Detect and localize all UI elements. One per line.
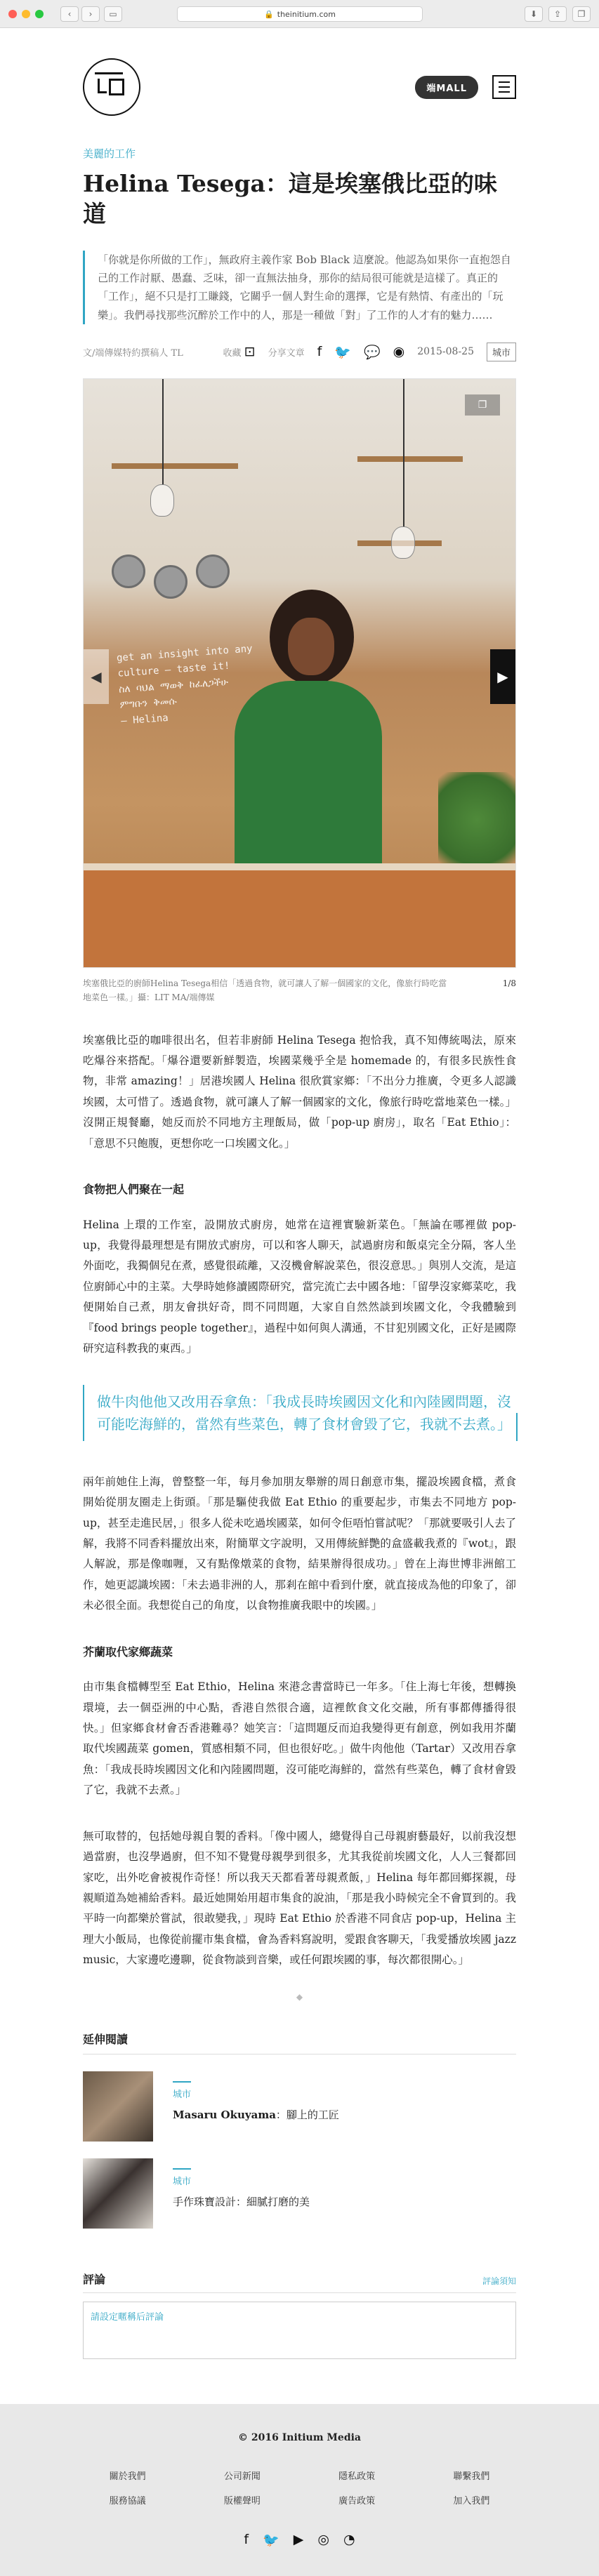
byline: 文/端傳媒特約撰稿人 TL	[83, 347, 183, 359]
youtube-icon[interactable]: ▶	[293, 2531, 304, 2547]
mall-button[interactable]: 端MALL	[415, 76, 478, 99]
related-info	[173, 2158, 310, 2229]
end-mark-icon: ◆	[296, 1991, 303, 2002]
twitter-icon[interactable]: 🐦	[334, 344, 351, 360]
hamburger-icon[interactable]	[492, 75, 516, 99]
footer-link-ads[interactable]: 廣告政策	[338, 2495, 376, 2507]
footer-link-about[interactable]: 關於我們	[109, 2471, 146, 2482]
article-title: Helina Tesega：這是埃塞俄比亞的味道	[83, 170, 497, 227]
pan-decor	[196, 555, 230, 588]
article-meta	[83, 343, 516, 361]
related-title-link[interactable]	[173, 2194, 310, 2209]
next-slide-button[interactable]: ▶	[490, 649, 515, 704]
quote-line: ምግቡን ቅመሱ	[119, 696, 178, 711]
address-bar[interactable]	[177, 6, 423, 22]
zoom-window-button[interactable]	[35, 10, 44, 18]
article-kicker[interactable]: 美麗的工作	[83, 147, 136, 160]
caption-line: 埃塞俄比亞的廚師Helina Tesega相信「透過食物，就可讓人了解一個國家的文化，像旅行時吃當	[83, 978, 447, 988]
footer-links	[70, 2469, 529, 2507]
related-info	[173, 2071, 339, 2142]
photo-caption	[83, 976, 516, 1005]
footer-link-copyright[interactable]: 版權聲明	[223, 2495, 261, 2507]
lamp-bulb	[391, 526, 415, 559]
article-date: 2015-08-25	[417, 346, 474, 358]
comments-title: 評論	[83, 2272, 106, 2286]
pan-decor	[154, 565, 187, 599]
footer-link-news[interactable]: 公司新聞	[223, 2471, 261, 2482]
footer-link-terms[interactable]: 服務協議	[109, 2495, 146, 2507]
sidebar-icon[interactable]: ▭	[104, 6, 122, 22]
pull-quote: 做牛肉他他又改用吞拿魚：「我成長時埃國因文化和內陸國問題，沒可能吃海鮮的，當然有些菜色，轉了食材會毀了它，我就不去煮。」	[83, 1385, 516, 1441]
forward-icon[interactable]: ›	[81, 6, 100, 22]
window-controls	[8, 10, 44, 18]
lock-icon: 🔒	[264, 9, 274, 19]
quote-line: ስለ ባህል ማወቅ ከፈለጋችሁ	[118, 676, 229, 696]
article-sheet	[0, 28, 599, 2404]
photo-carousel[interactable]	[83, 378, 516, 968]
quote-line: culture — taste it!	[117, 660, 230, 679]
subheading: 芥蘭取代家鄉蔬菜	[83, 1645, 173, 1659]
download-icon[interactable]: ⬇	[525, 6, 543, 22]
quote-line: get an insight into any	[116, 643, 254, 664]
paragraph: 兩年前她住上海，曾整整一年，每月參加朋友舉辦的周日創意市集，擺設埃國食檔，煮食開始從朋友圈走上街頭。「那是驅使我做 Eat Ethio 的重要起步，市集去不同地方 pop-up，甚至走進民居，」很多人從未吃過埃國菜，如何令佢唔怕嘗試呢？「那就要吸引人去了解，我將不同香料擺放出來，附簡單文字說明，又用傳統鮮艷的盒盛載我煮的『wot』，跟人解說，那是像咖喱，又有點像燉菜的食物，結果辦得很成功。」曾在上海世博非洲館工作，她更認識埃國：「未去過非洲的人，那剎在館中看到什麼，就直接成為他的印象了，卻未必很全面。我想從自己的角度，以食物推廣我眼中的埃國。」	[83, 1475, 516, 1612]
browser-tools	[525, 6, 591, 22]
instagram-icon[interactable]: ◎	[317, 2531, 329, 2547]
tabs-icon[interactable]: ❐	[572, 6, 591, 22]
subheading: 食物把人們聚在一起	[83, 1183, 185, 1197]
rss-icon[interactable]: ◔	[343, 2531, 355, 2547]
footer-social	[70, 2532, 529, 2548]
shelf-decor	[357, 456, 463, 462]
related-title-bold: Masaru Okuyama	[173, 2108, 276, 2121]
site-header	[83, 53, 516, 121]
address-text: theinitium.com	[277, 9, 336, 19]
footer-link-join[interactable]: 加入我們	[453, 2495, 490, 2507]
related-thumbnail[interactable]	[83, 2071, 153, 2142]
article-lead: 「你就是你所做的工作」，無政府主義作家 Bob Black 這麼說。他認為如果你一直抱怨自己的工作討厭、愚蠢、乏味，卻一直無法抽身，那你的結局很可能就是這樣了。真正的「工作」，絕不只是打工賺錢，它關乎一個人對生命的選擇，它是有熱情、有產出的「玩樂」。我們尋找那些沉醉於工作中的人，那是一種做「對」了工作的人才有的魅力……	[83, 251, 516, 324]
counter	[84, 870, 516, 968]
quote-line: — Helina	[120, 712, 169, 726]
footer-link-privacy[interactable]: 隱私政策	[338, 2471, 376, 2482]
paragraph: 由市集食檔轉型至 Eat Ethio，Helina 來港念書當時已一年多。「住上海七年後，想轉換環境，去一個亞洲的中心點，香港自然很合適，這裡飲食文化交融，所有事都傳播得很快。」但家鄉食材會否香港難尋？她笑言：「這問題反而迫我變得更有創意，例如我用芥蘭取代埃國蔬菜 gomen，質感相類不同，但也很好吃。」做牛肉他他（Tartar）又改用吞拿魚：「我成長時埃國因文化和內陸國問題，沒可能吃海鮮的，當然有些菜色，轉了食材會毀了它，我就不去煮。」	[83, 1680, 516, 1797]
back-icon[interactable]: ‹	[60, 6, 79, 22]
copyright: © 2016 Initium Media	[238, 2431, 361, 2443]
page	[0, 28, 599, 2576]
lamp-cord	[162, 379, 164, 484]
lamp-cord	[403, 379, 404, 526]
wechat-icon[interactable]: 💬	[364, 344, 381, 360]
close-window-button[interactable]	[8, 10, 17, 18]
footer-link-contact[interactable]: 聯繫我們	[453, 2471, 490, 2482]
related-item[interactable]	[83, 2158, 516, 2229]
save-label: 收藏	[223, 348, 242, 359]
minimize-window-button[interactable]	[22, 10, 30, 18]
person-face	[288, 618, 334, 675]
comment-input[interactable]	[83, 2302, 516, 2359]
gallery-icon[interactable]: ❐	[465, 394, 500, 416]
twitter-icon[interactable]: 🐦	[263, 2532, 279, 2548]
related-title: 延伸閱讀	[83, 2031, 516, 2054]
site-logo[interactable]	[83, 58, 140, 116]
share-label: 分享文章	[268, 347, 305, 359]
header-actions	[415, 75, 516, 99]
prev-slide-button[interactable]: ◀	[84, 649, 109, 704]
slide-counter: 1/8	[502, 978, 516, 988]
history-nav	[60, 6, 100, 22]
facebook-icon[interactable]: f	[317, 344, 322, 360]
site-footer	[0, 2404, 599, 2576]
related-category[interactable]: 城市	[173, 2168, 191, 2187]
related-item[interactable]	[83, 2071, 516, 2142]
article-body	[83, 1030, 516, 2005]
related-category[interactable]: 城市	[173, 2081, 191, 2100]
weibo-icon[interactable]: ◉	[393, 344, 405, 360]
comments-header	[83, 2271, 516, 2293]
related-title-rest: ：腳上的工匠	[275, 2108, 339, 2121]
logo-mark-icon	[95, 72, 123, 93]
handwritten-quote	[116, 641, 257, 729]
caption-text	[83, 976, 447, 1005]
lamp-bulb	[150, 484, 174, 517]
pan-decor	[112, 555, 145, 588]
related-title-rest: 手作珠寶設計：細膩打磨的美	[173, 2195, 310, 2208]
section-tag[interactable]: 城市	[487, 343, 516, 361]
related-thumbnail[interactable]	[83, 2158, 153, 2229]
caption-line: 地菜色一樣。」攝：LIT MA/端傳媒	[83, 992, 215, 1003]
paragraph: 無可取替的，包括她母親自製的香料。「像中國人，總覺得自己母親廚藝最好，以前我沒想過當廚，也沒學過廚，但不知不覺覺母親學到很多，尤其我從前埃國文化，人人三餐都回家吃，出外吃會被視作奇怪！所以我天天都看著母親煮飯，」Helina 每年都回鄉探親，母親順道為她補給香料。最近她開始用超市集食的說油，「那是我小時候完全不會買到的。我平時一向都樂於嘗試，很敢變我，」現時 Eat Ethio 於香港不同食店 pop-up，Helina 主理大小飯局，也像從前擺市集食檔，會為香料寫說明，愛跟食客聊天，「我愛播放埃國 jazz music，大家邊吃邊聊，從食物談到音樂，或任何跟埃國的事，每次都很開心。」	[83, 1829, 516, 1967]
comment-guidelines-link[interactable]: 評論須知	[482, 2276, 516, 2286]
share-icon[interactable]: ⇪	[548, 6, 567, 22]
paragraph: Helina 上環的工作室，設開放式廚房，她常在這裡實驗新菜色。「無論在哪裡做 pop-up，我覺得最理想是有開放式廚房，可以和客人聊天，試過廚房和飯桌完全分隔，客人坐外面吃，我獨個兒在煮，感覺很疏離，又沒機會解說菜色，很沒意思。」與別人交流，是這位廚師心中的主菜。大學時她修讀國際研究，當完流亡去中國各地：「留學沒家鄉菜吃，我便開始自己煮，朋友會拱好奇，問不同問題，大家自自然然談到埃國文化，令我體驗到『food brings people together』，過程中如何與人溝通，不甘犯別國文化，正好是國際研究這科教我的東西。」	[83, 1218, 516, 1355]
paragraph: 埃塞俄比亞的咖啡很出名，但若非廚師 Helina Tesega 抱恰我，真不知傳統喝法，原來吃爆谷來搭配。「爆谷還要新鮮製造，埃國菜幾乎全是 homemade 的，有很多民族性食物，非常 amazing！」居港埃國人 Helina 很欣賞家鄉：「不出分力推廣，令更多人認識埃國，太可惜了。透過食物，就可讓人了解一個國家的文化，像旅行時吃當地菜色一樣。」沒開正規餐廳，她反而於不同地方主理飯局，做「pop-up 廚房」，取名「Eat Ethio」：「意思不只飽腹，更想你吃一口埃國文化。」	[83, 1033, 516, 1150]
bookmark-icon: ⊡	[244, 344, 256, 360]
save-button[interactable]	[223, 344, 256, 359]
browser-chrome	[0, 0, 599, 28]
facebook-icon[interactable]: f	[244, 2531, 249, 2547]
related-title-link[interactable]	[173, 2107, 339, 2122]
shelf-decor	[112, 463, 238, 469]
